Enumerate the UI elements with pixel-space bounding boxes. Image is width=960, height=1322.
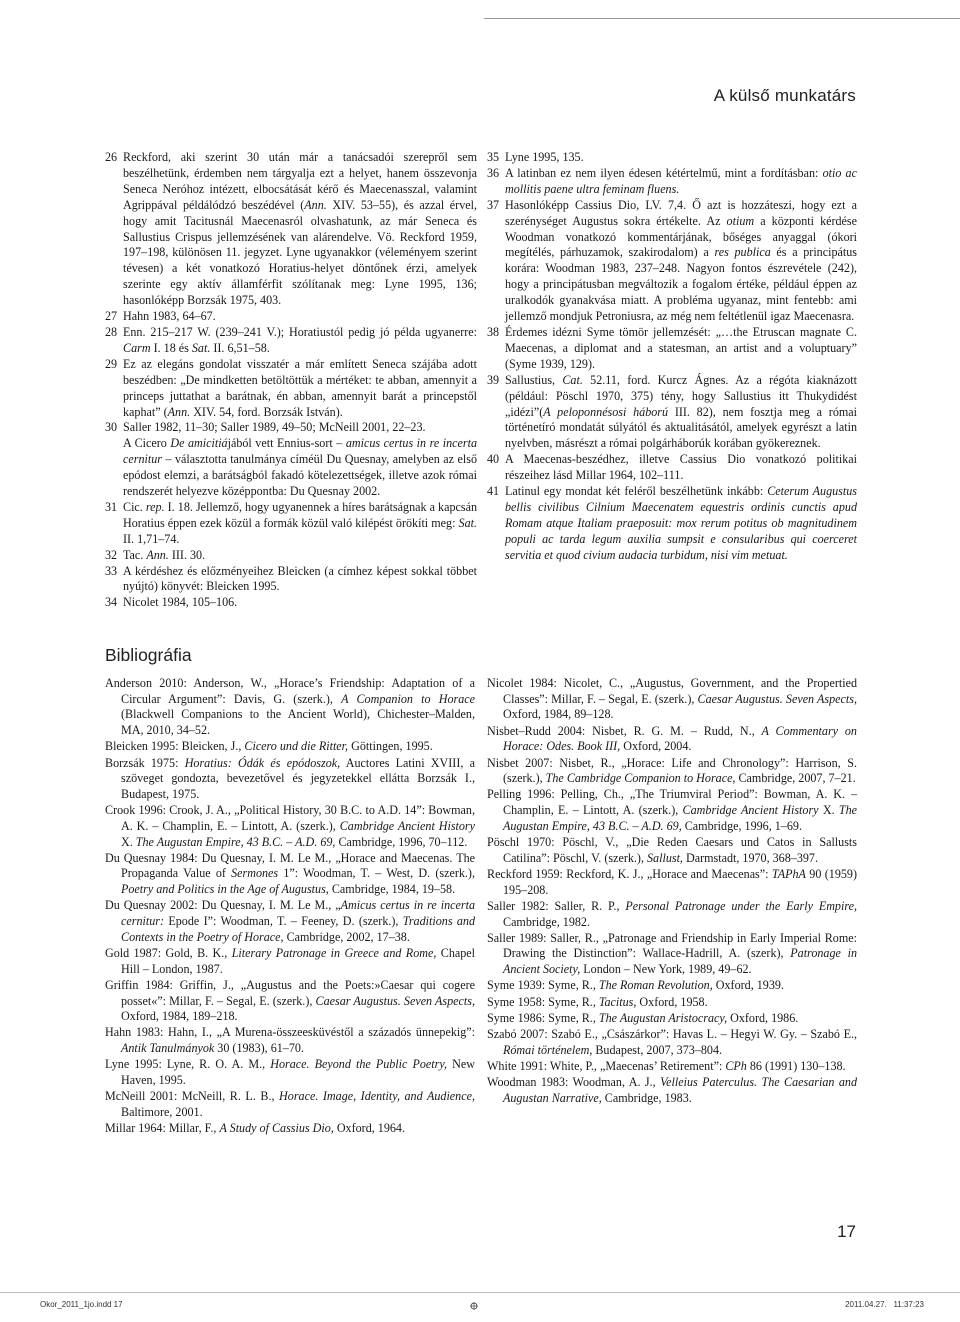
footnote-number: 35 — [487, 150, 500, 164]
page-number: 17 — [837, 1222, 856, 1241]
footnote-number: 38 — [487, 324, 500, 339]
bibliography-entry: Woodman 1983: Woodman, A. J., Velleius Paterculus. The Caesarian and Augustan Narrative, Cambridge, 1983. — [487, 1075, 857, 1105]
slug-timestamp — [845, 1300, 924, 1309]
footnote — [105, 595, 477, 611]
footnote-text: Nicolet 1984, 105–106. — [123, 595, 238, 610]
crop-mark-icon — [470, 1302, 478, 1310]
bibliography-entry: Borzsák 1975: Horatius: Ódák és epódoszok, Auctores Latini XVIII, a szöveget gondozta, bevezetővel és jegyzetekkel ellátta Borzsák I., Budapest, 1975. — [105, 755, 476, 801]
slug-filename: Okor_2011_1jo.indd 17 — [40, 1300, 123, 1309]
footnote-text: Enn. 215–217 W. (239–241 V.); Horatiustól pedig jó példa ugyanerre: Carm I. 18 és Sat. II. 6,51–58. — [123, 324, 477, 355]
footnote-text: A Maecenas-beszédhez, illetve Cassius Dio vonatkozó politikai részeihez lásd Millar 1964, 102–111. — [505, 452, 857, 483]
footnote-number: 33 — [105, 563, 118, 578]
footnote — [105, 548, 477, 564]
footnote — [105, 357, 477, 421]
bibliography-entry: Nicolet 1984: Nicolet, C., „Augustus, Government, and the Propertied Classes”: Millar, F. – Segal, E. (szerk.), Caesar Augustus. Seven Aspects, Oxford, 1984, 89–128. — [487, 676, 857, 722]
footnote-text: Latinul egy mondat két feléről beszélhetünk inkább: Ceterum Augustus bellis civilibus Cilnium Maecenatem equestris ordinis cunctis apud Romam atque Italiam praeposuit: mox rerum potitus ob magnitudinem populi ac tarda legum auxilia sumpsit e consularibus qui coerceret servitia et quod civium audacia turbidum, nisi vim metuat. — [505, 484, 857, 562]
footnote — [105, 564, 477, 596]
footnote-text: A latinban ez nem ilyen édesen kétértelmű, mint a fordításban: otio ac mollitis paene ultra feminam fluens. — [505, 165, 857, 196]
bibliography-entry: Du Quesnay 2002: Du Quesnay, I. M. Le M., „Amicus certus in re incerta cernitur: Epode I”: Woodman, T. – Feeney, D. (szerk.), Traditions and Contexts in the Poetry of Horace, Cambridge, 2002, 17–38. — [105, 898, 475, 944]
bibliography-entry: Saller 1982: Saller, R. P., Personal Patronage under the Early Empire, Cambridge, 1982. — [487, 898, 857, 929]
bibliography-entry: Pöschl 1970: Pöschl, V., „Die Reden Caesars und Catos in Sallusts Catilina”: Pöschl, V. (szerk.), Sallust, Darmstadt, 1970, 368–397. — [487, 835, 857, 865]
slug-date: 2011.04.27. — [845, 1300, 887, 1309]
footnote-text: Sallustius, Cat. 52.11, ford. Kurcz Ágnes. Az a régóta kiaknázott (például: Pöschl 1970, 375) tény, hogy Sallustius itt Thukydidést „idézi”(A peloponnésosi háború III. 82), nem fosztja meg a római történetíró mondatát súlyától és aktualitásától, amelyek egyrészt a latin nyelvben, másrészt a római polgárháborúk korában gyökereznek. — [505, 372, 858, 451]
footnote-number: 29 — [105, 356, 118, 371]
slug-rule — [0, 1292, 960, 1293]
slug-time: 11:37:23 — [893, 1300, 924, 1309]
footnote — [105, 150, 477, 309]
bibliography-entry: Saller 1989: Saller, R., „Patronage and Friendship in Early Imperial Rome: Drawing the Distinction”: Wallace-Hadrill, A. (szerk), Patronage in Ancient Society, London – New York, 1989, 49–62. — [487, 930, 857, 977]
footnotes-left-column — [105, 150, 477, 611]
bibliography-right-column — [487, 676, 857, 1107]
footnote — [105, 325, 477, 357]
footnote — [487, 373, 857, 453]
footnote-number: 31 — [105, 499, 118, 514]
bibliography-left-column — [105, 676, 475, 1137]
bibliography-entry: Gold 1987: Gold, B. K., Literary Patronage in Greece and Rome, Chapel Hill – London, 1987. — [105, 945, 476, 976]
footnotes-right-column — [487, 150, 857, 564]
footnote-text: A kérdéshez és előzményeihez Bleicken (a címhez képest sokkal többet nyújtó) könyvét: Bleicken 1995. — [123, 563, 477, 594]
footnote-number: 34 — [105, 595, 118, 610]
footnote — [105, 420, 477, 500]
bibliography-entry: Syme 1939: Syme, R., The Roman Revolution, Oxford, 1939. — [487, 978, 784, 993]
bibliography-entry: Du Quesnay 1984: Du Quesnay, I. M. Le M., „Horace and Maecenas. The Propaganda Value of Sermones 1”: Woodman, T. – West, D. (szerk.), Poetry and Politics in the Age of Augustus, Cambridge, 1984, 19–58. — [105, 850, 475, 897]
bibliography-entry: White 1991: White, P., „Maecenas’ Retirement”: CPh 86 (1991) 130–138. — [487, 1058, 846, 1073]
bibliography-entry: Hahn 1983: Hahn, I., „A Murena-összeesküvéstől a századós ünnepekig”: Antik Tanulmányok 30 (1983), 61–70. — [105, 1025, 475, 1056]
footnote-number: 39 — [487, 372, 500, 387]
bibliography-entry: Millar 1964: Millar, F., A Study of Cassius Dio, Oxford, 1964. — [105, 1121, 406, 1136]
footnote-number: 28 — [105, 324, 118, 339]
footnote-number: 36 — [487, 165, 500, 180]
bibliography-entry: Nisbet–Rudd 2004: Nisbet, R. G. M. – Rudd, N., A Commentary on Horace: Odes. Book III, Oxford, 2004. — [487, 723, 857, 754]
footnote-text: Hasonlóképp Cassius Dio, LV. 7,4. Ő azt is hozzáteszi, hogy ezt a szerénységet Augustus sokra értékelte. Az otium a központi kérdése Woodman vonatkozó kommentárjának, bőséges anyaggal (ókori megítélés, párhuzamok, szakirodalom) a res publica és a principátus korára: Woodman 1983, 237–248. Nagyon fontos észrevétele (242), hogy a principátusban megváltozik a fogalom értéke, például éppen az uralkodók gyanakvása miatt. A probléma ugyanaz, mint fentebb: ami jellemző mondjuk Petroniusra, az még nem feltétlenül igaz Maecenasra. — [505, 197, 857, 324]
footnote — [105, 309, 477, 325]
footnote-number: 30 — [105, 420, 118, 435]
footnote-number: 26 — [105, 150, 118, 164]
bibliography-entry: McNeill 2001: McNeill, R. L. B., Horace. Image, Identity, and Audience, Baltimore, 2001. — [105, 1089, 475, 1119]
footnote — [105, 500, 477, 548]
footnote-text: Reckford, aki szerint 30 után már a tanácsadói szerepről sem beszélhetünk, érdemben nem tárgyalja ezt a helyet, hanem összevonja Seneca Neróhoz intézett, elbocsátását kérő és Maecenasszal, valamint Agrippával példálódzó beszédével (Ann. XIV. 53–55), és azzal érvel, hogy amit Tacitusnál Maecenasról olvashatunk, az már Seneca és Sallustius Crispus jellemzésének van alárendelve. Vö. Reckford 1959, 197–198, különösen 11. jegyzet. Lyne ugyanakkor (véleményem szerint tévesen) a két vonatkozó Horatius-helyet döntőnek érzi, amelyek szerinte egy aktív államférfit szólítanak meg: Lyne 1995, 136; hasonlóképp Borzsák 1975, 403. — [123, 150, 477, 308]
footnote-text: Tac. Ann. III. 30. — [123, 547, 206, 562]
bibliography-entry: Pelling 1996: Pelling, Ch., „The Triumviral Period”: Bowman, A. K. – Champlin, E. – Lintott, A. (szerk.), Cambridge Ancient History X. The Augustan Empire, 43 B.C. – A.D. 69, Cambridge, 1996, 1–69. — [487, 787, 858, 833]
footnote — [487, 198, 857, 325]
footnote-number: 37 — [487, 197, 500, 212]
footnote-number: 32 — [105, 547, 118, 562]
footnote — [487, 325, 857, 373]
footnote-text: Hahn 1983, 64–67. — [123, 309, 216, 324]
footnote-text: Cic. rep. I. 18. Jellemző, hogy ugyanennek a híres barátságnak a kapcsán Horatius éppen ezek közül a formák közül való kilépést örökíti meg: Sat. II. 1,71–74. — [123, 499, 477, 546]
bibliography-entry: Anderson 2010: Anderson, W., „Horace’s Friendship: Adaptation of a Circular Argument”: Davis, G. (szerk.), A Companion to Horace (Blackwell Companions to the Ancient World), Chichester–Malden, MA, 2010, 34–52. — [105, 676, 476, 738]
bibliography-entry: Lyne 1995: Lyne, R. O. A. M., Horace. Beyond the Public Poetry, New Haven, 1995. — [105, 1057, 475, 1088]
bibliography-entry: Bleicken 1995: Bleicken, J., Cicero und die Ritter, Göttingen, 1995. — [105, 739, 433, 754]
bibliography-heading: Bibliográfia — [105, 645, 192, 665]
bibliography-entry: Szabó 2007: Szabó E., „Császárkor”: Havas L. – Hegyi W. Gy. – Szabó E., Római történelem, Budapest, 2007, 373–804. — [487, 1026, 857, 1057]
footnote-text: Saller 1982, 11–30; Saller 1989, 49–50; McNeill 2001, 22–23. A Cicero De amicitiájából vett Ennius-sort – amicus certus in re incerta cernitur – választotta tanulmánya címéül Du Quesnay, amelyben az első epódost elemzi, a barátságból fakadó kötelezettségek, illetve azok római rendszerét helyezve középpontba: Du Quesnay 2002. — [123, 420, 477, 499]
bibliography-entry: Nisbet 2007: Nisbet, R., „Horace: Life and Chronology”: Harrison, S. (szerk.), The Cambridge Companion to Horace, Cambridge, 2007, 7–21. — [487, 755, 857, 786]
footnote — [487, 150, 857, 166]
footnote — [487, 484, 857, 564]
bibliography-entry: Syme 1986: Syme, R., The Augustan Aristocracy, Oxford, 1986. — [487, 1010, 799, 1025]
bibliography-entry: Griffin 1984: Griffin, J., „Augustus and the Poets:»Caesar qui cogere posset«”: Millar, F. – Segal, E. (szerk.), Caesar Augustus. Seven Aspects, Oxford, 1984, 189–218. — [105, 977, 475, 1024]
footnote-number: 27 — [105, 309, 118, 324]
footnote-number: 41 — [487, 484, 500, 499]
footnote — [487, 452, 857, 484]
footnote-text: Érdemes idézni Syme tömör jellemzését: „…the Etruscan magnate C. Maecenas, a diplomat and a statesman, an artist and a voluptuary” (Syme 1939, 129). — [505, 324, 857, 371]
footnote-text: Ez az elegáns gondolat visszatér a már említett Seneca szájába adott beszédben: „De mindketten betöltöttük a mértéket: te abban, amennyit a princeps juttathat a barátnak, én abban, amennyit barát a princepstől kaphat” (Ann. XIV. 54, ford. Borzsák István). — [123, 356, 477, 419]
bibliography-entry: Crook 1996: Crook, J. A., „Political History, 30 B.C. to A.D. 14”: Bowman, A. K. – Champlin, E. – Lintott, A. (szerk.), Cambridge Ancient History X. The Augustan Empire, 43 B.C. – A.D. 69, Cambridge, 1996, 70–112. — [105, 803, 476, 849]
bibliography-entry: Reckford 1959: Reckford, K. J., „Horace and Maecenas”: TAPhA 90 (1959) 195–208. — [487, 866, 858, 897]
footnote — [487, 166, 857, 198]
header-rule — [484, 18, 960, 19]
footnote-text: Lyne 1995, 135. — [505, 150, 584, 164]
bibliography-entry: Syme 1958: Syme, R., Tacitus, Oxford, 1958. — [487, 994, 708, 1009]
running-title: A külső munkatárs — [713, 86, 856, 105]
footnote-number: 40 — [487, 452, 500, 467]
